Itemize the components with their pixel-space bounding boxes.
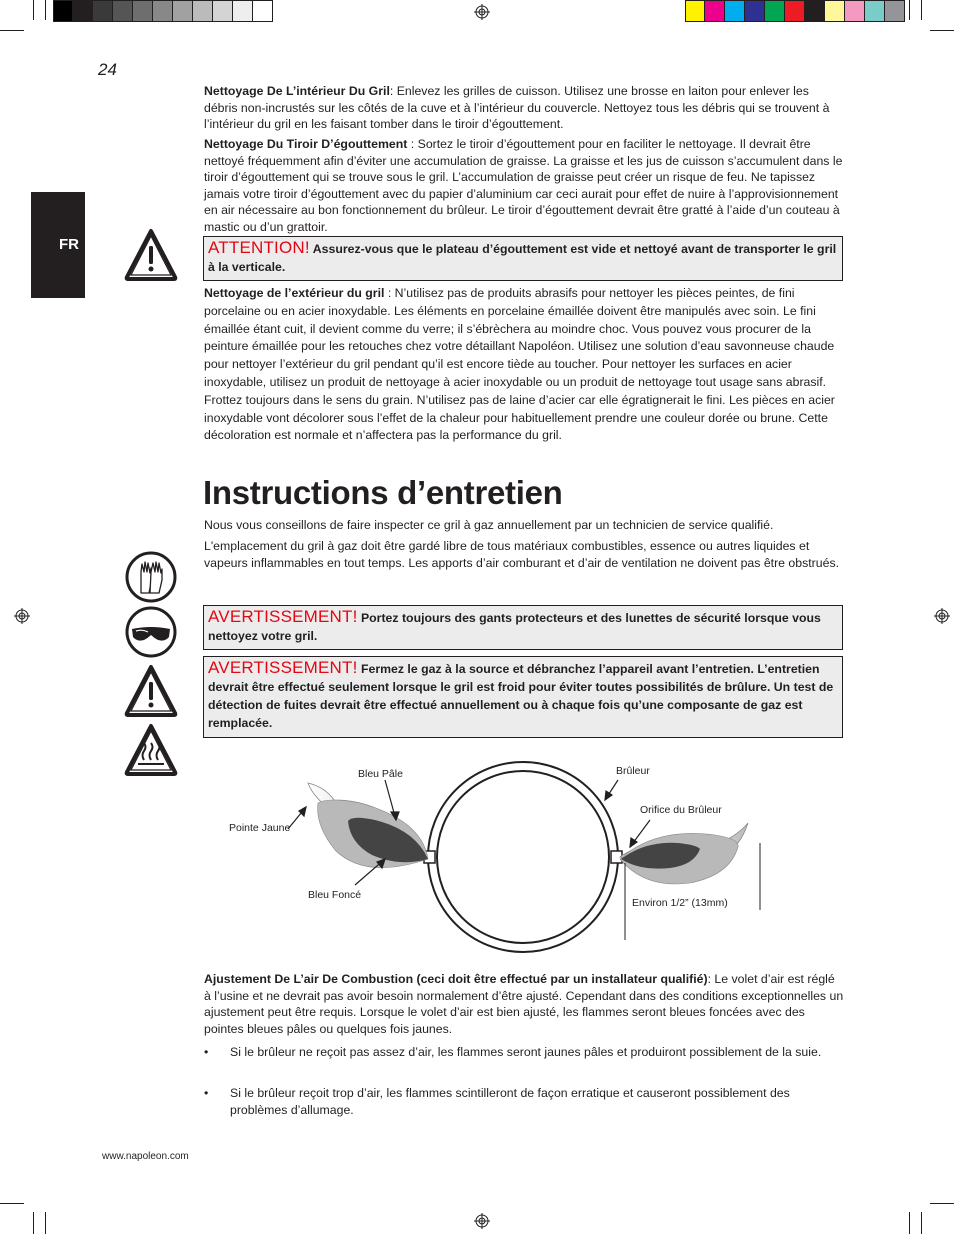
color-swatch bbox=[725, 0, 745, 22]
gray-swatch bbox=[173, 0, 193, 22]
label-bleu-fonce: Bleu Foncé bbox=[308, 889, 362, 901]
color-swatch bbox=[805, 0, 825, 22]
gray-swatch bbox=[73, 0, 93, 22]
hot-surface-icon bbox=[124, 723, 178, 777]
crop-mark bbox=[921, 1212, 922, 1234]
crop-mark bbox=[930, 30, 954, 31]
crop-mark bbox=[0, 30, 24, 31]
color-swatch bbox=[825, 0, 845, 22]
burner-flame-diagram bbox=[200, 755, 800, 970]
left-flame bbox=[308, 783, 428, 868]
warning-triangle-icon bbox=[124, 228, 178, 282]
crop-mark bbox=[45, 0, 46, 20]
drip-tray-label: Nettoyage Du Tiroir D’égouttement bbox=[204, 137, 408, 151]
maintenance-intro: Nous vous conseillons de faire inspecter ce gril à gaz annuellement par un technicien de service qualifié. bbox=[204, 518, 774, 532]
crop-mark bbox=[0, 1203, 24, 1204]
gray-swatch bbox=[253, 0, 273, 22]
warning-heading: AVERTISSEMENT! bbox=[208, 607, 358, 626]
gray-swatch bbox=[133, 0, 153, 22]
warning-text: Portez toujours des gants protecteurs et des lunettes de sécurité lorsque vous nettoyez votre gril. bbox=[208, 611, 821, 643]
registration-mark-icon bbox=[474, 4, 490, 20]
warning-triangle-icon bbox=[124, 664, 178, 718]
attention-box bbox=[203, 236, 843, 281]
crop-mark bbox=[33, 0, 34, 20]
list-item-text: Si le brûleur reçoit trop d’air, les flammes scintilleront de façon erratique et causeront possiblement des problèmes d’allumage. bbox=[230, 1086, 790, 1117]
color-swatch bbox=[865, 0, 885, 22]
label-pointe-jaune: Pointe Jaune bbox=[229, 822, 291, 834]
gray-swatch bbox=[153, 0, 173, 22]
process-color-bar bbox=[685, 0, 905, 22]
bullet-marker: • bbox=[204, 1045, 209, 1059]
crop-mark bbox=[33, 1212, 34, 1234]
interior-cleaning-label: Nettoyage De L’intérieur Du Gril bbox=[204, 84, 390, 98]
registration-mark-icon bbox=[14, 608, 30, 624]
interior-cleaning-text: : Enlevez les grilles de cuisson. Utilisez une brosse en laiton pour enlever les débris non-incrustés sur les côtés de la cuve et à l’intérieur du couvercle. Nettoyez tous les débris qui se trouvent à l’intérieur du gril en les faisant tomber dans le tiroir d’égouttement. bbox=[204, 84, 830, 131]
right-flame bbox=[620, 823, 748, 884]
label-dimension: Environ 1/2” (13mm) bbox=[632, 897, 728, 909]
color-swatch bbox=[885, 0, 905, 22]
gray-swatch bbox=[93, 0, 113, 22]
color-swatch bbox=[685, 0, 705, 22]
warning-heading: AVERTISSEMENT! bbox=[208, 658, 358, 677]
drip-tray-paragraph bbox=[204, 136, 844, 235]
gloves-icon bbox=[124, 550, 178, 604]
maintenance-title: Instructions d’entretien bbox=[203, 474, 563, 511]
gray-swatch bbox=[213, 0, 233, 22]
air-adjustment-text: : Le volet d’air est réglé à l’usine et ne devrait pas avoir besoin normalement d’être ajusté. Cependant dans des conditions exceptionnelles un ajustement peut être requis. Lorsque le volet d’air est bien ajusté, les flammes seront bleues foncées avec des pointes bleues pâles ou quelques fois jaunes. bbox=[204, 972, 844, 1036]
exterior-cleaning-text: : N’utilisez pas de produits abrasifs pour nettoyer les pièces peintes, de fini porcelaine ou en acier inoxydable. Les éléments en porcelaine émaillée doivent être manipulés avec soin. Le fini émaillée étant cuit, il devient comme du verre; il s’ébrèchera au moindre choc. Vous pouvez vous procurer de la peinture émaillée pour les retouches chez votre détaillant Napoléon. Utilisez une solution d’eau savonneuse chaude pour nettoyer l’extérieur du gril pendant qu’il est encore tiède au toucher. Pour nettoyer les surfaces en acier inoxydable, utilisez un produit de nettoyage à acier inoxydable ou un produit de nettoyage tout usage sans abrasif. Frottez toujours dans le sens du grain. N’utilisez pas de laine d’acier car elle égratignerait le fini. Les pièces en acier inoxydable vont décolorer sous l’effet de la chaleur pour habituellement prendre une couleur dorée ou brune. Cette décoloration est normale et n’affectera pas la performance du gril. bbox=[204, 286, 835, 443]
registration-mark-icon bbox=[934, 608, 950, 624]
warning-box-gas bbox=[203, 656, 843, 738]
crop-mark bbox=[909, 1212, 910, 1234]
air-adjustment-label: Ajustement De L’air De Combustion (ceci doit être effectué par un installateur qualifié) bbox=[204, 972, 708, 986]
crop-mark bbox=[921, 0, 922, 20]
safety-glasses-icon bbox=[124, 605, 178, 659]
attention-text: Assurez-vous que le plateau d’égouttement est vide et nettoyé avant de transporter le gril à la verticale. bbox=[208, 242, 837, 274]
footer-url: www.napoleon.com bbox=[102, 1151, 189, 1162]
label-bleu-pale: Bleu Pâle bbox=[358, 768, 403, 780]
gray-swatch bbox=[193, 0, 213, 22]
gray-swatch bbox=[53, 0, 73, 22]
page-number: 24 bbox=[98, 60, 117, 79]
color-swatch bbox=[785, 0, 805, 22]
air-adjustment-paragraph bbox=[204, 971, 844, 1037]
color-swatch bbox=[845, 0, 865, 22]
gray-swatch bbox=[113, 0, 133, 22]
drip-tray-text: : Sortez le tiroir d’égouttement pour en faciliter le nettoyage. Il devrait être nettoyé fréquemment afin d’éviter une accumulation de graisse. La graisse et les jus de cuisson s’accumulent dans le tiroir d’égouttement qui se trouve sous le gril. L’accumulation de graisse peut créer un risque de feu. Ne tapissez jamais votre tiroir d’égouttement avec du papier d’aluminium car ceci aurait pour effet de nuire à l’approvisionnement en air nécessaire au bon fonctionnement du brûleur. Le tiroir d’égouttement devrait être gratté à l’aide d’un couteau à mastic ou d’un grattoir. bbox=[204, 137, 843, 234]
label-bruleur: Brûleur bbox=[616, 765, 650, 777]
gray-swatch bbox=[233, 0, 253, 22]
crop-mark bbox=[909, 0, 910, 20]
interior-cleaning-paragraph bbox=[204, 83, 844, 133]
language-tab: FR bbox=[31, 192, 85, 298]
list-item-text: Si le brûleur ne reçoit pas assez d’air, les flammes seront jaunes pâles et produiront possiblement de la suie. bbox=[230, 1045, 822, 1059]
grayscale-color-bar bbox=[53, 0, 273, 22]
burner-ring-outer bbox=[428, 762, 618, 952]
warning-box-protection bbox=[203, 605, 843, 650]
warning-text: Fermez le gaz à la source et débranchez l’appareil avant l’entretien. L’entretien devrait être effectué seulement lorsque le gril est froid pour éviter toutes possibilités de brûlure. Un test de détection de fuites devrait être effectué annuellement ou à chaque fois qu’une composante de gaz est remplacée. bbox=[208, 662, 834, 730]
exterior-cleaning-paragraph bbox=[204, 285, 844, 445]
maintenance-location-paragraph: L'emplacement du gril à gaz doit être gardé libre de tous matériaux combustibles, essence ou autres liquides et vapeurs inflammables en tout temps. Les apports d’air comburant et d’air de ventilation ne doivent pas être obstrués. bbox=[204, 539, 840, 570]
color-swatch bbox=[705, 0, 725, 22]
burner-ring-inner bbox=[437, 771, 609, 943]
crop-mark bbox=[930, 1203, 954, 1204]
bullet-marker: • bbox=[204, 1086, 209, 1100]
attention-heading: ATTENTION! bbox=[208, 238, 310, 257]
color-swatch bbox=[765, 0, 785, 22]
color-swatch bbox=[745, 0, 765, 22]
label-orifice: Orifice du Brûleur bbox=[640, 804, 722, 816]
exterior-cleaning-label: Nettoyage de l’extérieur du gril bbox=[204, 286, 385, 300]
registration-mark-icon bbox=[474, 1213, 490, 1229]
crop-mark bbox=[45, 1212, 46, 1234]
